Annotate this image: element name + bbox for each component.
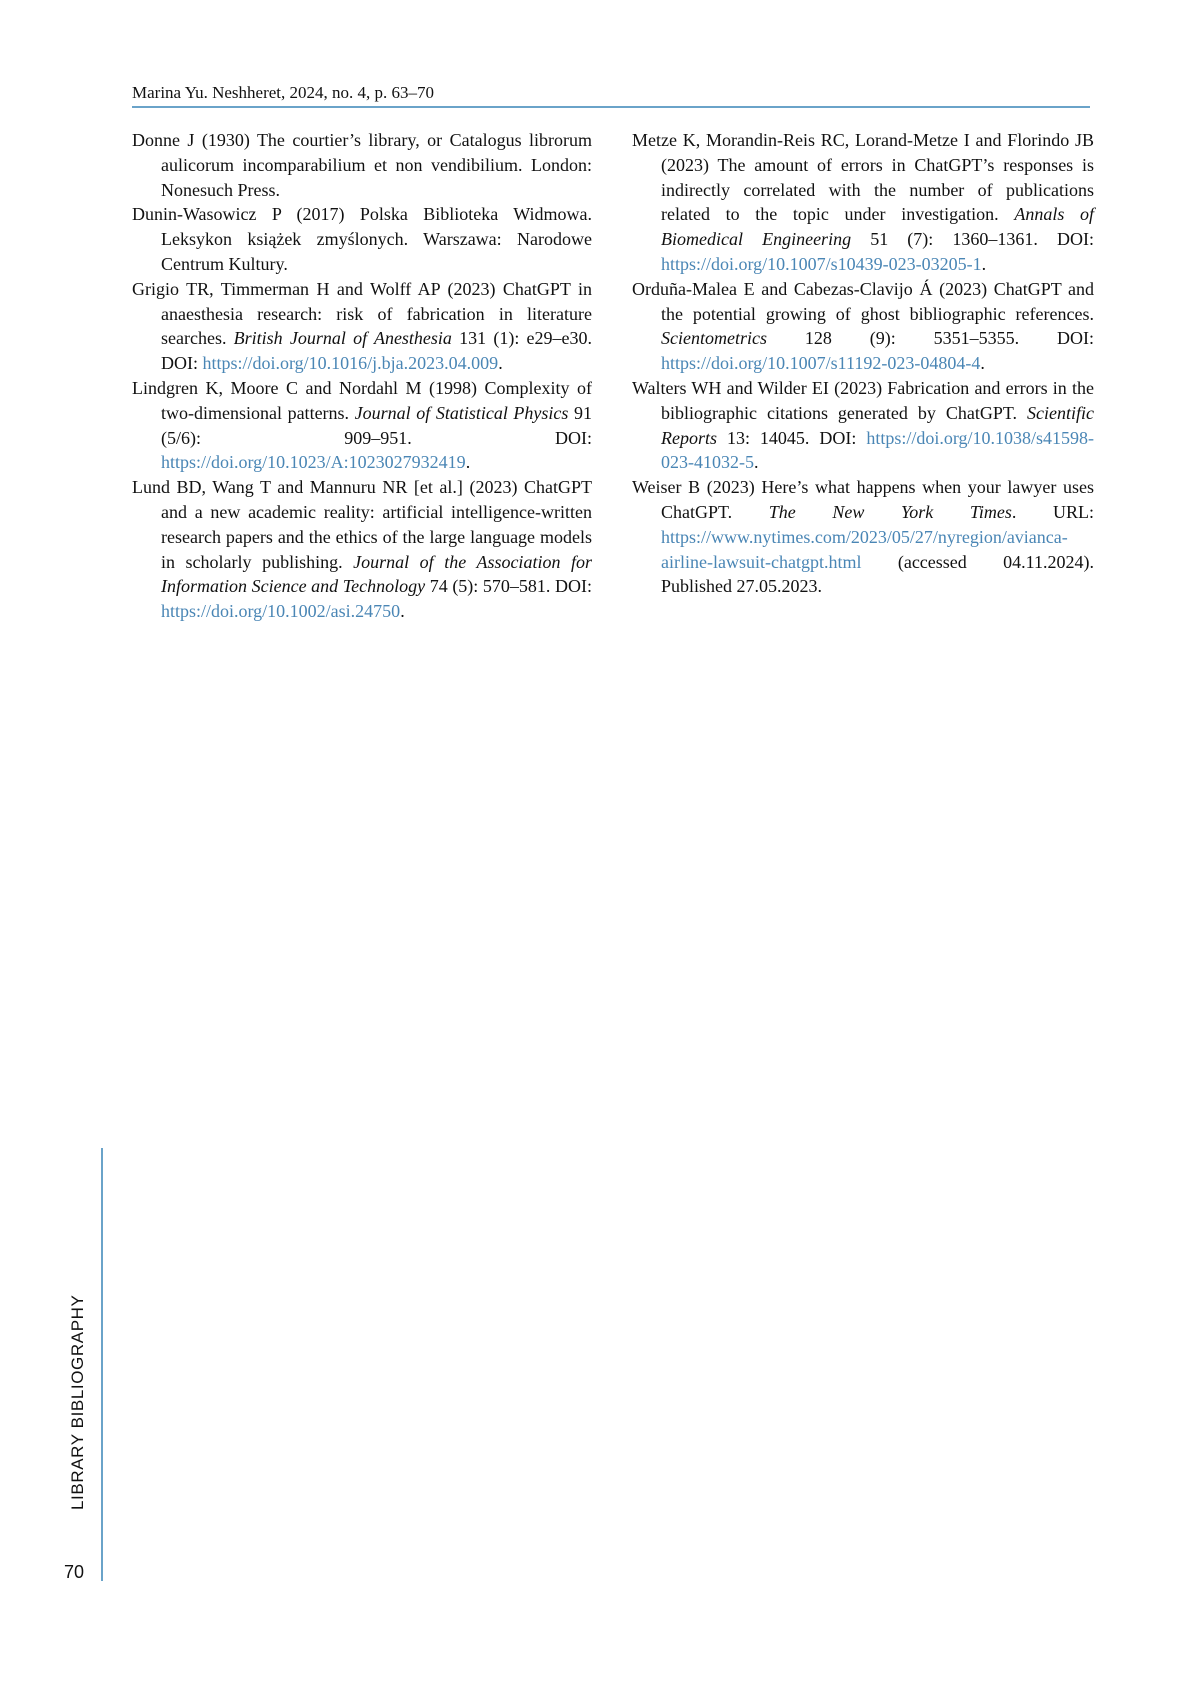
- doi-link[interactable]: https://doi.org/10.1023/A:1023027932419: [161, 452, 466, 472]
- reference-item: Weiser B (2023) Here’s what happens when your lawyer uses ChatGPT. The New York Times. URL: https://www.nytimes.com/2023/05/27/nyregion/avianca-airline-lawsuit-chatgpt.html (accessed 04.11.2024). Published 27.05.2023.: [632, 475, 1094, 599]
- section-label: LIBRARY BIBLIOGRAPHY: [68, 1295, 88, 1510]
- doi-link[interactable]: https://doi.org/10.1002/asi.24750: [161, 601, 400, 621]
- journal-title: Scientometrics: [661, 328, 767, 348]
- reference-item: Orduña-Malea E and Cabezas-Clavijo Á (2023) ChatGPT and the potential growing of ghost bibliographic references. Scientometrics 128 (9): 5351–5355. DOI: https://doi.org/10.1007/s11192-023-04804-4.: [632, 277, 1094, 376]
- reference-item: Lindgren K, Moore C and Nordahl M (1998) Complexity of two-dimensional patterns. Journal of Statistical Physics 91 (5/6): 909–951. DOI: https://doi.org/10.1023/A:1023027932419.: [132, 376, 592, 475]
- reference-item: Lund BD, Wang T and Mannuru NR [et al.] (2023) ChatGPT and a new academic reality: artificial intelligence-written research papers and the ethics of the large language models in scholarly publishing. Journal of the Association for Information Science and Technology 74 (5): 570–581. DOI: https://doi.org/10.1002/asi.24750.: [132, 475, 592, 624]
- journal-title: Scientific Reports: [661, 403, 1094, 448]
- reference-item: Dunin-Wasowicz P (2017) Polska Biblioteka Widmowa. Leksykon książek zmyślonych. Warszawa: Narodowe Centrum Kultury.: [132, 202, 592, 276]
- references-right-column: [632, 128, 1094, 599]
- doi-link[interactable]: https://doi.org/10.1007/s11192-023-04804-4: [661, 353, 980, 373]
- side-rule: [101, 1148, 103, 1581]
- doi-link[interactable]: https://doi.org/10.1016/j.bja.2023.04.009: [203, 353, 499, 373]
- journal-title: Annals of Biomedical Engineering: [661, 204, 1094, 249]
- reference-item: Walters WH and Wilder EI (2023) Fabrication and errors in the bibliographic citations generated by ChatGPT. Scientific Reports 13: 14045. DOI: https://doi.org/10.1038/s41598-023-41032-5.: [632, 376, 1094, 475]
- references-left-column: [132, 128, 592, 624]
- journal-title: Journal of the Association for Information Science and Technology: [161, 552, 592, 597]
- reference-item: Metze K, Morandin-Reis RC, Lorand-Metze I and Florindo JB (2023) The amount of errors in ChatGPT’s responses is indirectly correlated with the number of publications related to the topic under investigation. Annals of Biomedical Engineering 51 (7): 1360–1361. DOI: https://doi.org/10.1007/s10439-023-03205-1.: [632, 128, 1094, 277]
- doi-link[interactable]: https://doi.org/10.1038/s41598-023-41032-5: [661, 428, 1094, 473]
- reference-item: Donne J (1930) The courtier’s library, or Catalogus librorum aulicorum incomparabilium et non vendibilium. London: Nonesuch Press.: [132, 128, 592, 202]
- reference-item: Grigio TR, Timmerman H and Wolff AP (2023) ChatGPT in anaesthesia research: risk of fabrication in literature searches. British Journal of Anesthesia 131 (1): e29–e30. DOI: https://doi.org/10.1016/j.bja.2023.04.009.: [132, 277, 592, 376]
- header-rule: [132, 106, 1090, 108]
- url-link[interactable]: https://www.nytimes.com/2023/05/27/nyregion/avianca-airline-lawsuit-chatgpt.html: [661, 527, 1068, 572]
- running-header: Marina Yu. Neshheret, 2024, no. 4, p. 63–70: [132, 82, 1090, 104]
- newspaper-title: The New York Times: [769, 502, 1012, 522]
- doi-link[interactable]: https://doi.org/10.1007/s10439-023-03205-1: [661, 254, 982, 274]
- journal-title: Journal of Statistical Physics: [355, 403, 569, 423]
- journal-title: British Journal of Anesthesia: [234, 328, 452, 348]
- page-number: 70: [64, 1562, 84, 1583]
